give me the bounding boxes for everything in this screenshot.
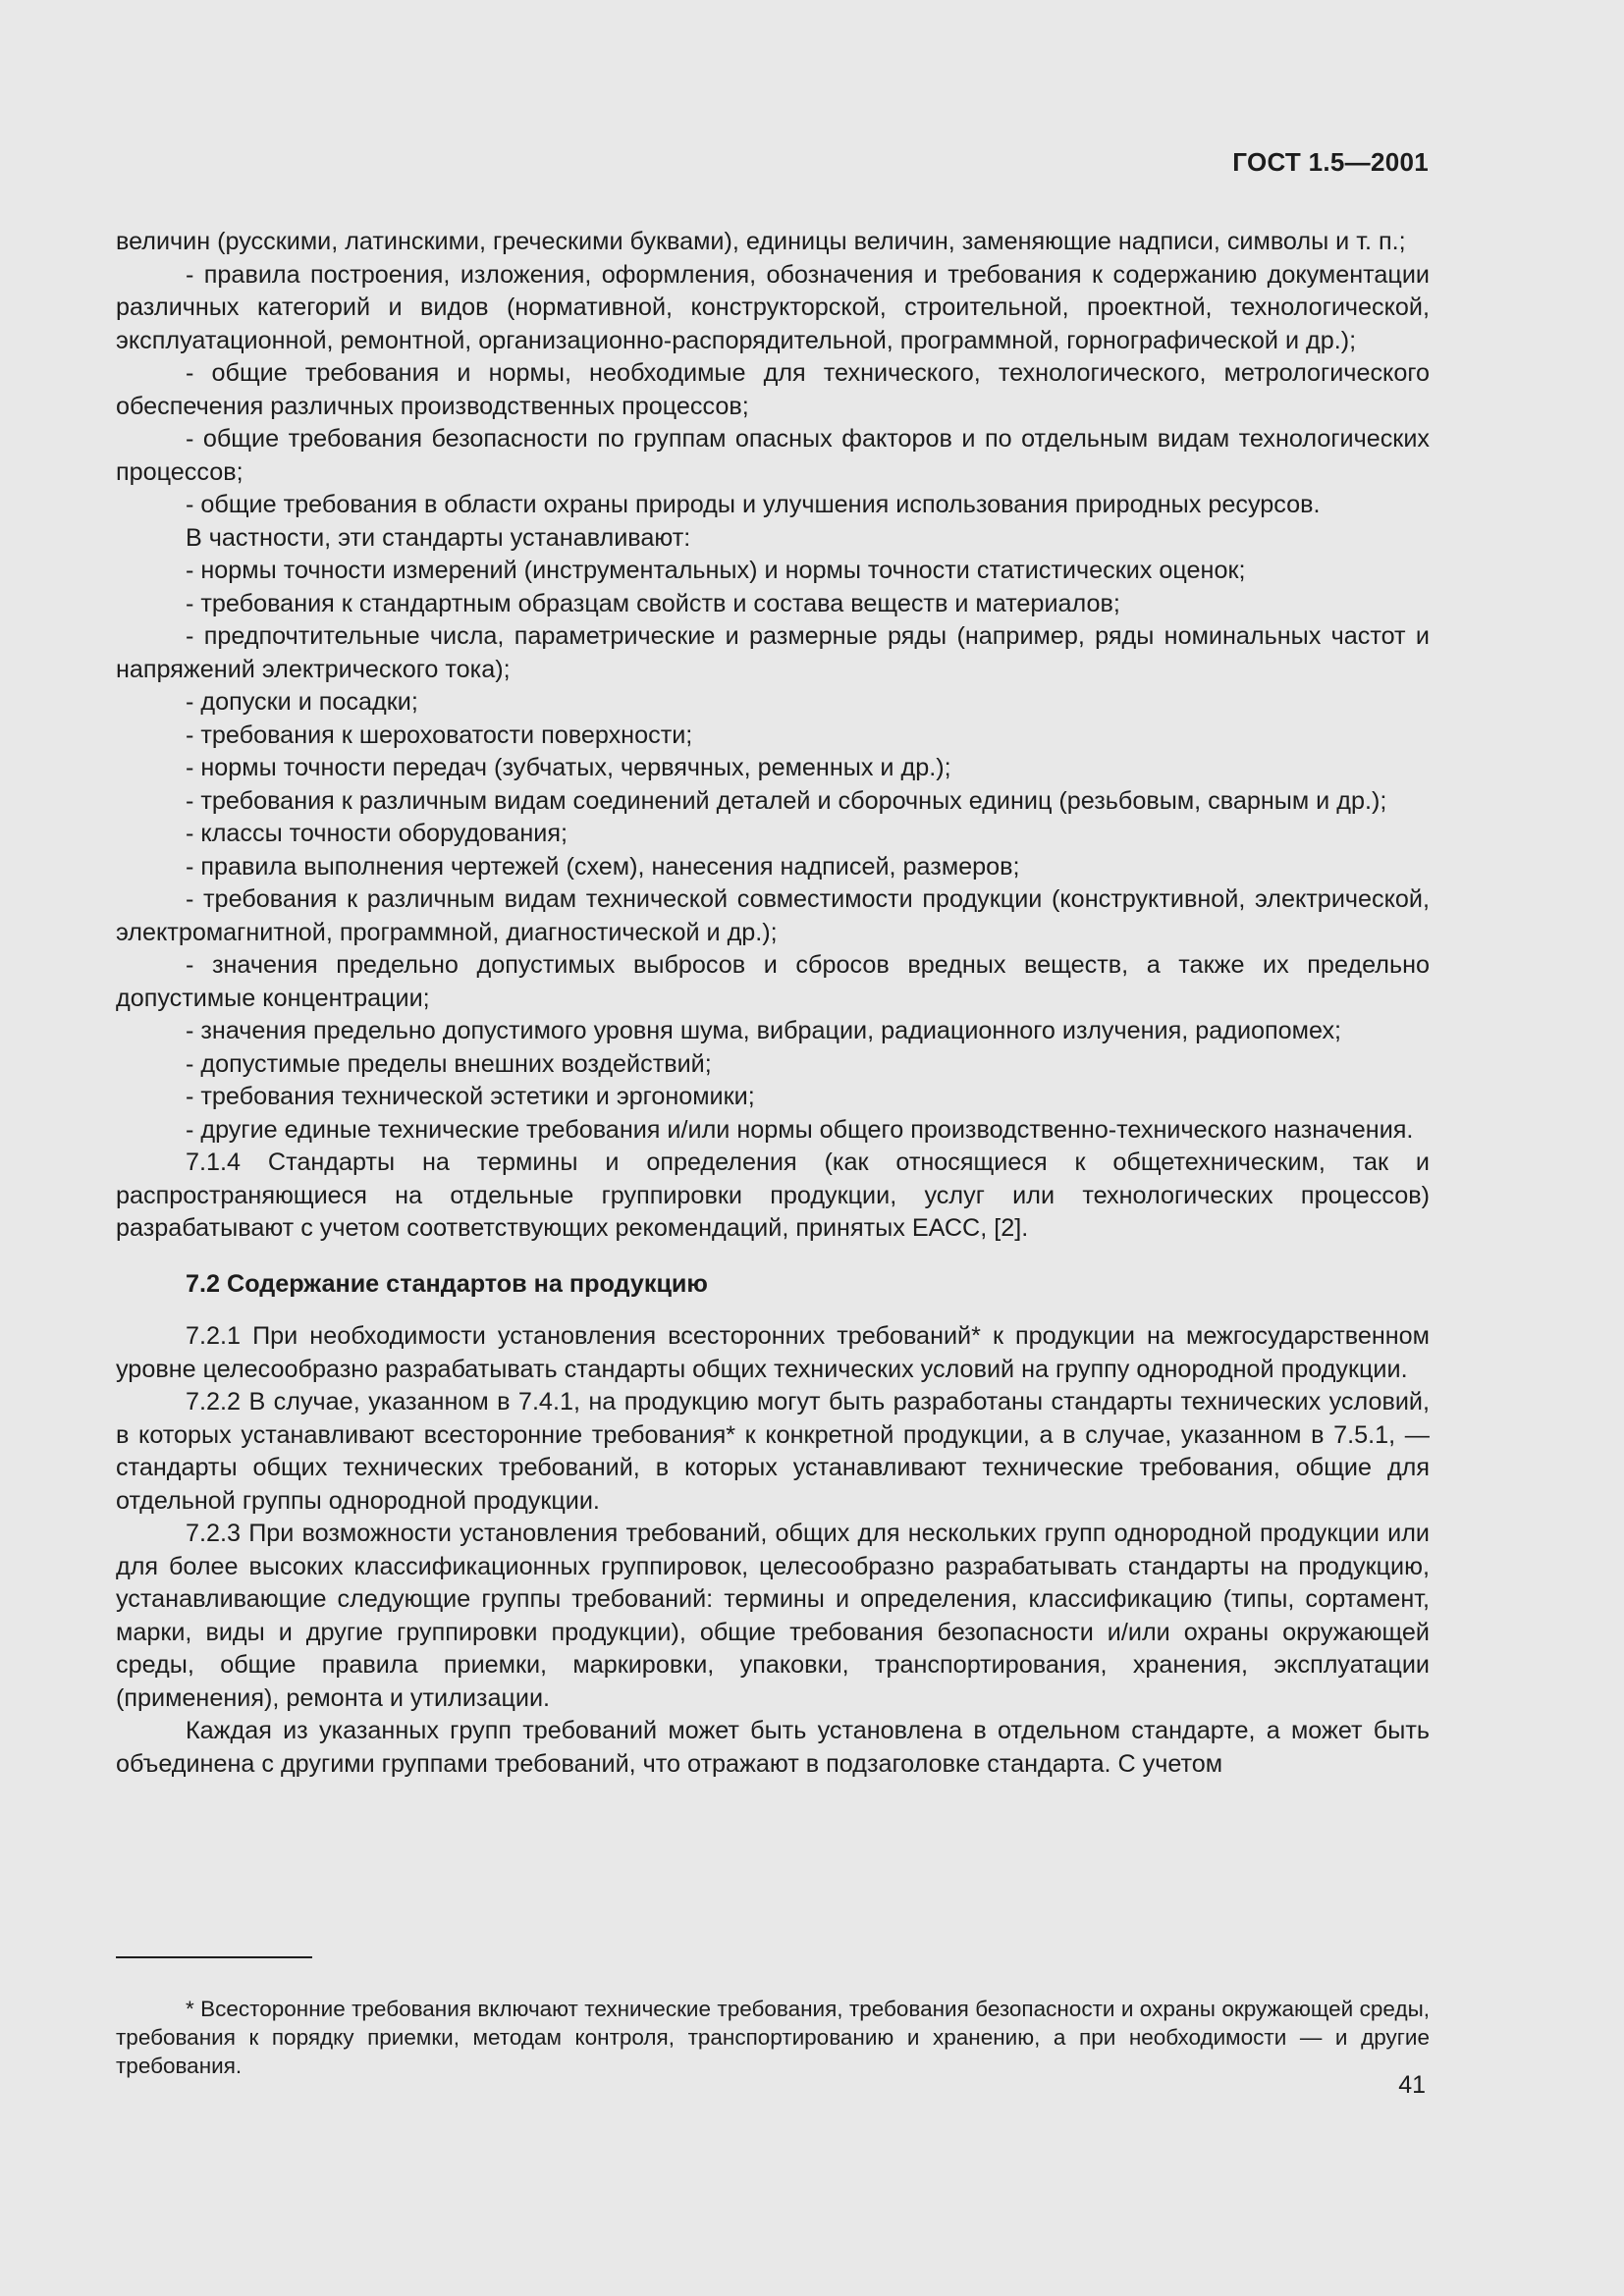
footnote-divider <box>116 1956 312 1958</box>
list-item: - требования к различным видам технической совместимости продукции (конструктивной, электрической, электромагнитной, программной, диагностической и др.); <box>116 885 1430 946</box>
paragraph: величин (русскими, латинскими, греческими буквами), единицы величин, заменяющие надписи, символы и т. п.; <box>116 228 1406 255</box>
list-item: - допустимые пределы внешних воздействий; <box>186 1049 712 1078</box>
page-number: 41 <box>1398 2071 1426 2099</box>
list-item: - значения предельно допустимого уровня шума, вибрации, радиационного излучения, радиопомех; <box>186 1017 1342 1044</box>
list-item: - значения предельно допустимых выбросов и сбросов вредных веществ, а также их предельно допустимые концентрации; <box>116 951 1430 1012</box>
section-heading: 7.2 Содержание стандартов на продукцию <box>186 1269 708 1298</box>
list-item: - предпочтительные числа, параметрические и размерные ряды (например, ряды номинальных частот и напряжений электрического тока); <box>116 622 1430 683</box>
list-item: - требования к стандартным образцам свойств и состава веществ и материалов; <box>186 589 1120 617</box>
paragraph: 7.2.1 При необходимости установления всесторонних требований* к продукции на межгосударственном уровне целесообразно разрабатывать стандарты общих технических условий на группу однородной продукции. <box>116 1322 1430 1383</box>
paragraph: 7.2.2 В случае, указанном в 7.4.1, на продукцию могут быть разработаны стандарты технических условий, в которых устанавливают всесторонние требования* к конкретной продукции, а в случае, указанном в 7.5.1, — стандарты общих технических требований, в которых устанавливают технические требования, общие для отдельной группы однородной продукции. <box>116 1388 1430 1515</box>
paragraph: Каждая из указанных групп требований может быть установлена в отдельном стандарте, а может быть объединена с другими группами требований, что отражают в подзаголовке стандарта. С учетом <box>116 1717 1430 1778</box>
list-item: - нормы точности передач (зубчатых, червячных, ременных и др.); <box>186 754 951 781</box>
list-item: - требования к шероховатости поверхности; <box>186 721 693 749</box>
list-item: - общие требования безопасности по группам опасных факторов и по отдельным видам технологических процессов; <box>116 425 1430 486</box>
paragraph: 7.2.3 При возможности установления требований, общих для нескольких групп однородной продукции или для более высоких классификационных группировок, целесообразно разрабатывать стандарты на продукцию, устанавливающие следующие группы требований: термины и определения, классификацию (типы, сортамент, марки, виды и другие группировки продукции), общие требования безопасности и/или охраны окружающей среды, общие правила приемки, маркировки, упаковки, транспортирования, хранения, эксплуатации (применения), ремонта и утилизации. <box>116 1520 1430 1712</box>
list-item: - правила выполнения чертежей (схем), нанесения надписей, размеров; <box>186 852 1020 881</box>
list-item: - требования к различным видам соединений деталей и сборочных единиц (резьбовым, сварным и др.); <box>186 786 1387 815</box>
list-item: - правила построения, изложения, оформления, обозначения и требования к содержанию документации различных категорий и видов (нормативной, конструкторской, строительной, проектной, технологической, эксплуатационной, ремонтной, организационно-распорядительной, программной, горнографической и др.); <box>116 260 1430 354</box>
document-header: ГОСТ 1.5—2001 <box>1232 147 1429 177</box>
list-item: - общие требования и нормы, необходимые для технического, технологического, метрологического обеспечения различных производственных процессов; <box>116 359 1430 420</box>
list-item: - допуски и посадки; <box>186 688 418 716</box>
paragraph: В частности, эти стандарты устанавливают: <box>186 523 691 552</box>
footnote: * Всесторонние требования включают технические требования, требования безопасности и охраны окружающей среды, требования к порядку приемки, методам контроля, транспортированию и хранению, а при необходимости — и другие требования. <box>116 1996 1430 2078</box>
paragraph: 7.1.4 Стандарты на термины и определения (как относящиеся к общетехническим, так и распространяющиеся на отдельные группировки продукции, услуг или технологических процессов) разрабатывают с учетом соответствующих рекомендаций, принятых ЕАСС, [2]. <box>116 1148 1430 1242</box>
list-item: - общие требования в области охраны природы и улучшения использования природных ресурсов. <box>186 491 1321 518</box>
list-item: - нормы точности измерений (инструментальных) и нормы точности статистических оценок; <box>186 557 1246 584</box>
list-item: - другие единые технические требования и/или нормы общего производственно-технического назначения. <box>186 1115 1414 1144</box>
list-item: - требования технической эстетики и эргономики; <box>186 1083 755 1110</box>
page-body <box>116 226 1430 1781</box>
list-item: - классы точности оборудования; <box>186 820 568 847</box>
